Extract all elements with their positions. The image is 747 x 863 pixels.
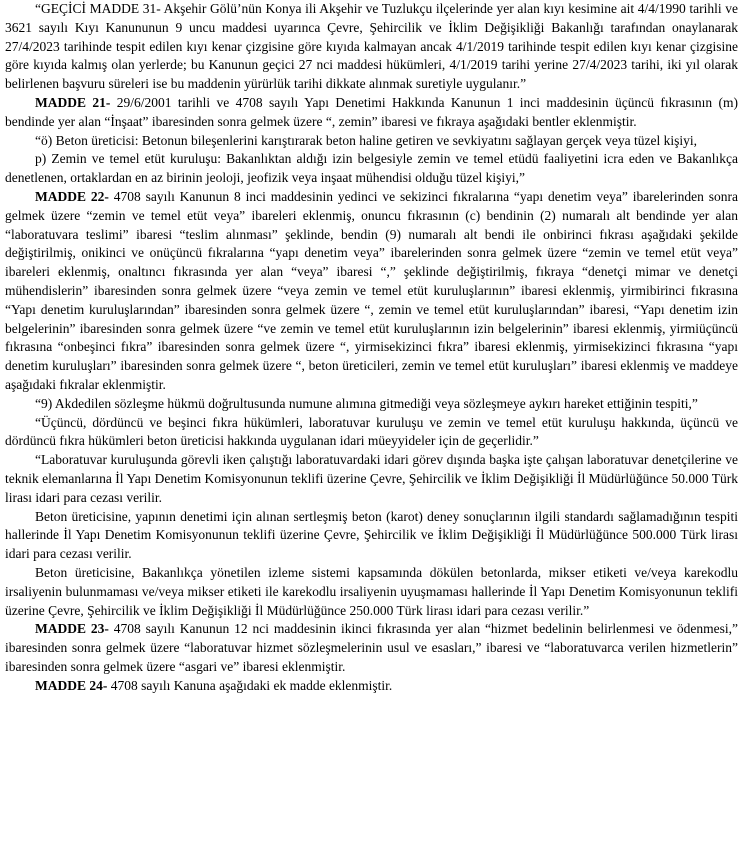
paragraph-laboratuvar-ceza — [5, 451, 738, 507]
paragraph-text: “Laboratuvar kuruluşunda görevli iken çalıştığı laboratuvardaki idari görev dışında başka işte çalışan laboratuvar denetçilerine ve teknik elemanlarına İl Yapı Denetim Komisyonunun teklifi üzerine Çevre, Şehircilik ve İklim Değişikliği İl Müdürlüğünce 50.000 Türk lirası idari para cezası verilir. — [5, 452, 738, 505]
paragraph-madde-22 — [5, 188, 738, 395]
article-heading: MADDE 24- — [35, 677, 108, 693]
paragraph-alt-bent-9 — [5, 395, 738, 414]
article-heading: MADDE 21- — [35, 94, 111, 110]
paragraph-ucuncu-dorduncu-besinci — [5, 414, 738, 452]
paragraph-text: 4708 sayılı Kanunun 8 inci maddesinin yedinci ve sekizinci fıkralarına “yapı denetim veya” ibarelerinden sonra gelmek üzere “zemin ve temel etüt veya” ibareleri eklenmiş, onuncu fıkrasının (c) bendinin (2) numaralı alt bendinde yer alan “laboratuvara teslimi” ibaresi “teslim alınması” şeklinde, bendin (9) numaralı alt bendi ile onbirinci fıkrası aşağıdaki şekilde değiştirilmiş, onikinci ve onüçüncü fıkralarına “yapı denetim veya” ibarelerinden sonra gelmek üzere “zemin ve temel etüt veya” ibareleri eklenmiş, onaltıncı fıkrasında yer alan “veya” ibaresi “,” şeklinde değiştirilmiş, fıkraya “denetçi mimar ve denetçi mühendislerin” ibaresinden sonra gelmek üzere “veya zemin ve temel etüt kuruluşlarının” ibaresi eklenmiş, yirmibirinci fıkrasına “Yapı denetim kuruluşlarından” ibaresinden sonra gelmek üzere “, zemin ve temel etüt kuruluşlarından” ibaresi, “Yapı denetim izin belgelerinin” ibaresinden sonra gelmek üzere “ve zemin ve temel etüt kuruluşlarının izin belgelerinin” ibaresi eklenmiş, yirmiüçüncü fıkrasına “onbeşinci fıkra” ibaresinden sonra gelmek üzere “, yirmisekizinci fıkra” ibaresi eklenmiş, yirmisekizinci fıkrasına “yapı denetim kuruluşları” ibaresinden sonra gelmek üzere “, beton üreticileri, zemin ve temel etüt kuruluşları” ibaresi eklenmiş ve maddeye aşağıdaki fıkralar eklenmiştir. — [5, 188, 739, 392]
paragraph-text: “GEÇİCİ MADDE 31- Akşehir Gölü’nün Konya ili Akşehir ve Tuzlukçu ilçelerinde yer alan kıyı kesimine ait 4/4/1990 tarihli ve 3621 sayılı Kıyı Kanununun 9 uncu maddesi uyarınca Çevre, Şehircilik ve İklim Değişikliği Bakanlığı tarafından onaylanarak 27/4/2023 tarihinde tespit edilen kıyı kenar çizgisine göre kıyıda kalmayan ancak 4/1/2019 tarihinde tespit edilen kıyı kenar çizgisine göre kıyıda kalmış olan yerlerde; bu Kanunun geçici 27 nci maddesi hükümleri, 4/1/2019 tarihi yerine 27/4/2023 tarihi, iki yıl olarak belirlenen başvuru süreleri ise bu maddenin yürürlük tarihi dikkate alınmak suretiyle uygulanır.” — [5, 1, 738, 92]
paragraph-text: 4708 sayılı Kanunun 12 nci maddesinin ikinci fıkrasında yer alan “hizmet bedelinin belirlenmesi ve ödenmesi,” ibaresinden sonra gelmek üzere “laboratuvar hizmet sözleşmelerinin usul ve esasları,” ibaresi ve “laboratuvarca verilen hizmetlerin” ibaresinden sonra gelmek üzere “asgari ve” ibaresi eklenmiştir. — [5, 621, 738, 674]
paragraph-bent-p — [5, 150, 738, 188]
paragraph-gecici-madde-31 — [5, 0, 738, 94]
paragraph-text: “Üçüncü, dördüncü ve beşinci fıkra hükümleri, laboratuvar kuruluşu ve zemin ve temel etüt kuruluşu hakkında, üçüncü ve dördüncü fıkra hükümleri beton üreticisi hakkında uygulanan idari müeyyideler için de geçerlidir.” — [5, 414, 738, 449]
paragraph-text: Beton üreticisine, Bakanlıkça yönetilen izleme sistemi kapsamında dökülen betonlarda, mikser etiketi ve/veya karekodlu irsaliyenin bulunmaması ve/veya mikser etiketi ile karekodlu irsaliyenin uyuşmaması hallerinde İl Yapı Denetim Komisyonunun teklifi üzerine Çevre, Şehircilik ve İklim Değişikliği İl Müdürlüğünce 250.000 Türk lirası idari para cezası verilir.” — [5, 564, 738, 618]
paragraph-madde-24 — [5, 677, 738, 696]
paragraph-text: 4708 sayılı Kanuna aşağıdaki ek madde eklenmiştir. — [107, 677, 393, 693]
paragraph-text: “ö) Beton üreticisi: Betonun bileşenlerini karıştırarak beton haline getiren ve sevkiyatını sağlayan gerçek veya tüzel kişiyi, — [35, 132, 698, 148]
paragraph-text: p) Zemin ve temel etüt kuruluşu: Bakanlıktan aldığı izin belgesiyle zemin ve temel etüdü faaliyetini icra eden ve Bakanlıkça denetlenen, ortaklardan en az birinin jeoloji, jeofizik veya inşaat mühendisi olduğu tüzel kişiyi,” — [5, 151, 738, 186]
paragraph-text: “9) Akdedilen sözleşme hükmü doğrultusunda numune alımına gitmediği veya sözleşmeye aykırı hareket ettiğinin tespiti,” — [35, 395, 698, 411]
paragraph-madde-21 — [5, 94, 738, 132]
paragraph-text: Beton üreticisine, yapının denetimi için alınan sertleşmiş beton (karot) deney sonuçlarının ilgili standardı sağlamadığının tespiti hallerinde İl Yapı Denetim Komisyonunun teklifi üzerine Çevre, Şehircilik ve İklim Değişikliği İl Müdürlüğünce 500.000 Türk lirası idari para cezası verilir. — [5, 508, 738, 562]
paragraph-text: 29/6/2001 tarihli ve 4708 sayılı Yapı Denetimi Hakkında Kanunun 1 inci maddesinin üçüncü fıkrasının (m) bendinde yer alan “İnşaat” ibaresinden sonra gelmek üzere “, zemin” ibaresi ve fıkraya aşağıdaki bentler eklenmiştir. — [5, 94, 739, 129]
paragraph-bent-o — [5, 132, 738, 151]
article-heading: MADDE 23- — [35, 621, 109, 637]
paragraph-karot-ceza — [5, 508, 738, 564]
paragraph-madde-23 — [5, 620, 738, 676]
paragraph-izleme-sistemi-ceza — [5, 564, 738, 620]
article-heading: MADDE 22- — [35, 188, 109, 204]
